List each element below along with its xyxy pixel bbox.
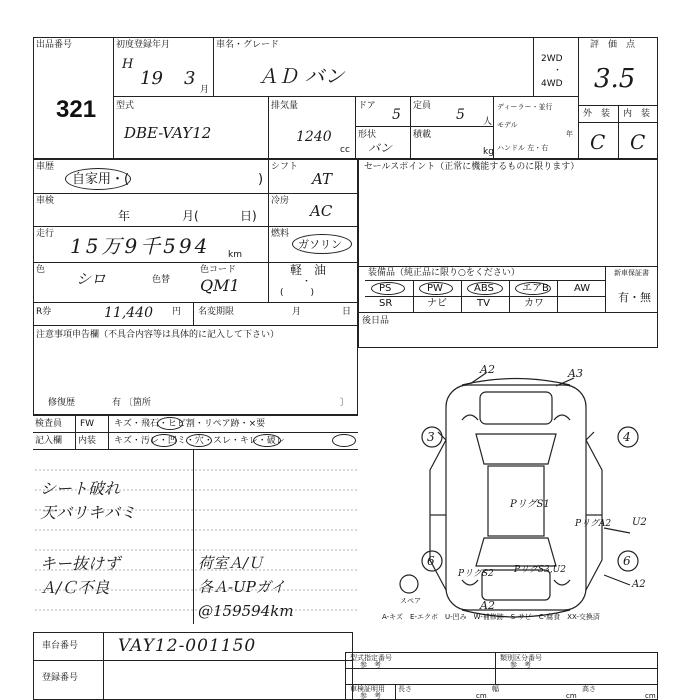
mileage-label: 走行 [36,229,55,239]
load-unit: kg [483,147,494,157]
fuel-dot: ・ [302,277,312,287]
capacity-value: 5 [456,107,465,123]
diag-3: 3 [427,430,435,444]
diag-6-left: 6 [427,554,435,568]
reg-era: H [122,57,134,72]
grade-int: C [630,130,646,154]
remark-each: 各Ａ-UPガイ [198,578,286,596]
reg-month: 3 [184,68,196,89]
history-close: ) [258,172,264,187]
diag-rear-center: PリグS3,U2 [514,565,566,575]
dealer-label: ディーラー・並行 [497,103,553,111]
mileage-value: 15万9千594 [70,234,211,258]
fuel-diesel: 軽 油 [290,263,327,277]
equip-sr: SR [379,298,393,309]
lot-label: 出品番号 [36,40,73,50]
grade-ext-label: 外 装 [583,109,611,119]
fuel-label: 燃料 [271,229,290,239]
reg-year: 19 [140,68,163,89]
class-number-label: 類別区分番号 [500,654,542,662]
equip-airbag: エアB [522,283,549,294]
remark-ac: Ａ/Ｃ不良 [40,578,110,597]
fuel-gas: ガソリン [298,238,342,251]
reg-label: 初度登録年月 [116,40,171,50]
diag-rear-left: PリグS2 [458,569,494,579]
diag-a3: A3 [568,367,583,380]
repair-value: 有 〔箇所 [112,398,151,408]
shape-label: 形状 [358,130,377,140]
entry-label: 記入欄 [35,436,63,446]
diag-6-right: 6 [623,554,631,568]
history-value: 自家用・( [72,172,130,187]
grade-value: 3.5 [594,64,636,94]
fuel-paren: ( ) [280,288,315,298]
shift-value: AT [312,170,333,188]
history-label: 車歴 [36,162,55,172]
model-year-label: モデル [497,121,518,129]
diag-spare: スペア [400,597,421,605]
recycle-label: R券 [36,307,52,317]
equip-abs: ABS [474,283,494,294]
type-number-label: 型式指定番号 [350,654,392,662]
register-label: 登録番号 [42,673,79,683]
diag-a2-front: A2 [480,363,495,376]
width-unit: cm [566,692,577,700]
check-row1: キズ・飛石・ヒビ割・リペア跡・×要 [114,419,266,429]
inspection-month: 月( [182,209,199,223]
ac-label: 冷房 [271,196,290,206]
cert-label: 車検証明用 [350,685,385,693]
equip-pw: PW [427,283,443,294]
diag-a2-rear-right: A2 [632,579,646,590]
model-label: 型式 [116,101,135,111]
repair-close: 〕 [340,398,350,408]
inspection-day: 日) [240,209,257,223]
diag-4: 4 [623,430,631,444]
length-label: 長さ [398,685,412,693]
rename-label: 名変期限 [198,307,235,317]
notes-label: 注意事項申告欄（不具合内容等は具体的に記入して下さい） [36,330,280,340]
equip-navi: ナビ [427,298,447,309]
damage-legend: A-キズ E-エクボ U-凹み W-補修跡 S-サビ C-腐食 XX-交換済 [382,613,600,621]
check-interior: 内装 [78,436,97,446]
diag-a2-rear: A2 [480,599,495,612]
warranty-label: 新車保証書 [614,269,649,277]
displacement-value: 1240 [296,129,332,145]
equip-ps: PS [379,283,392,294]
chassis-value: VAY12-001150 [118,636,257,656]
doors-label: ドア [358,101,376,111]
type-ref: 参 考 [360,661,381,669]
remark-key: キー抜けず [40,554,121,573]
drive-4wd: 4WD [541,79,563,89]
rename-day: 日 [342,307,352,317]
color-value: シロ [76,270,107,288]
color-code: QM1 [200,276,240,295]
recycle-value: 11,440 [104,305,153,321]
recycle-unit: 円 [172,307,182,317]
car-label: 車名・グレード [216,40,280,50]
equip-tv: TV [477,298,490,309]
remark-ceiling: 天バリキバミ [40,503,137,522]
capacity-unit: 人 [483,117,493,127]
color-label: 色 [36,265,46,275]
chassis-label: 車台番号 [42,641,79,651]
remark-mileage: @159594km [198,602,294,620]
grade-int-label: 内 装 [623,109,651,119]
later-label: 後日品 [362,316,390,326]
handle-label: ハンドル 左・右 [497,144,549,152]
car-diagram [430,379,602,618]
diag-right-door: PリグA2 [575,519,612,529]
inspection-label: 車検 [36,196,55,206]
height-unit: cm [645,692,656,700]
car-name: ＡＤ バン [258,64,345,88]
grade-label: 評 価 点 [590,40,636,50]
height-label: 高さ [582,685,596,693]
color-change-label: 色替 [152,275,171,285]
load-label: 積載 [413,130,432,140]
sales-label: セールスポイント（正常に機能するものに限ります） [364,162,580,172]
lot-number: 321 [56,96,97,123]
diag-u2: U2 [632,517,647,528]
drive-2wd: 2WD [541,54,563,64]
shape-value: バン [368,141,393,155]
displacement-label: 排気量 [271,101,299,111]
displacement-unit: cc [340,145,350,155]
check-row2: キズ・汚レ・凹ミ・穴・スレ・キレ・破レ [114,436,285,446]
remark-cargo: 荷室Ａ/Ｕ [198,554,264,572]
remark-seat-torn: シート破れ [40,479,121,498]
width-label: 幅 [492,685,499,693]
warranty-value: 有・無 [618,291,651,304]
equip-label: 装備品（純正品に限り○をください） [368,268,520,278]
capacity-label: 定員 [413,101,432,111]
cert-ref: 参 考 [360,692,381,700]
model-year-unit: 年 [566,130,573,138]
repair-label: 修復歴 [48,398,76,408]
diag-roof: PリグS1 [510,499,550,510]
mileage-unit: km [228,250,242,260]
inspection-year: 年 [118,209,131,223]
model-value: DBE-VAY12 [124,124,212,142]
drive-dot: ・ [553,66,563,76]
class-ref: 参 考 [510,661,531,669]
equip-aw: AW [574,283,591,294]
grade-ext: C [590,130,606,154]
inspector-label: 検査員 [35,419,63,429]
check-fw: FW [80,419,95,429]
color-code-label: 色コード [200,265,237,275]
reg-month-unit: 月 [200,85,210,95]
rename-month: 月 [292,307,302,317]
shift-label: シフト [271,162,299,172]
ac-value: AC [310,202,333,220]
doors-value: 5 [392,107,401,123]
length-unit: cm [476,692,487,700]
equip-leather: カワ [524,298,544,309]
